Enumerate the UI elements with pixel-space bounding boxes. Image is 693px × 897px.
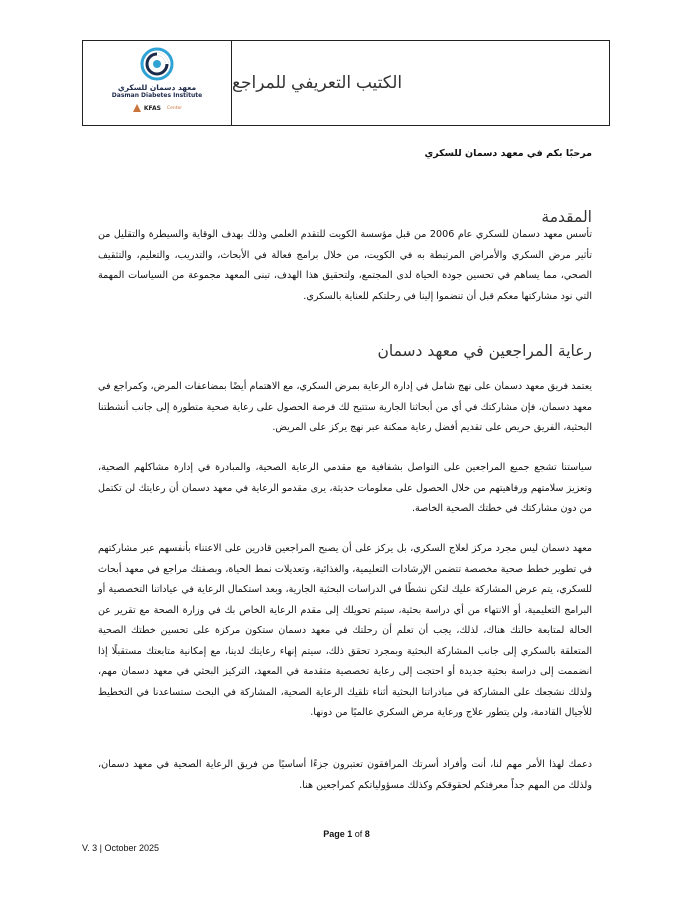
document-title: الكتيب التعريفي للمراجع [232, 73, 403, 92]
welcome-line: مرحبًا بكم في معهد دسمان للسكري [424, 148, 592, 159]
care-text-4: دعمك لهذا الأمر مهم لنا، أنت وأفراد أسرتك المرافقون تعتبرون جزءًا أساسيًا من فريق الرعاية الصحية في معهد دسمان، ولذلك من المهم جداً معرفتكم لحقوقكم وكذلك مسؤولياتكم كمراجعين هنا. [98, 759, 592, 791]
logo-name-english: Dasman Diabetes Institute [111, 92, 203, 99]
care-paragraph-1 [98, 377, 592, 439]
kfas-center-label: Center [166, 105, 183, 111]
page-word: Page [323, 829, 345, 839]
document-header [82, 40, 610, 126]
logo-name-arabic: معهد دسمان للسكري [117, 83, 197, 92]
care-paragraph-2 [98, 458, 592, 520]
version-label: V. 3 | October 2025 [82, 843, 160, 853]
care-heading: رعاية المراجعين في معهد دسمان [377, 342, 592, 360]
partner-logos [132, 103, 182, 113]
page-total: 8 [364, 829, 370, 839]
kfas-label: KFAS [143, 104, 161, 112]
logo-block [83, 41, 231, 125]
intro-heading: المقدمة [541, 208, 592, 226]
care-paragraph-3 [98, 539, 592, 724]
care-text-2: سياستنا تشجع جميع المراجعين على التواصل بشفافية مع مقدمي الرعاية الصحية، والمبادرة في إدارة مشاكلهم الصحية، وتعزيز سلامتهم ورفاهيتهم من خلال الحصول على معلومات حديثة، يرى مقدمو الرعاية في معهد دسمان أن رعايتك لن تكتمل من دون مشاركتك في خطتك الصحية الخاصة. [98, 462, 592, 514]
kfas-icon [132, 103, 142, 113]
title-cell [231, 41, 609, 125]
care-paragraph-4 [98, 755, 592, 796]
page-current: 1 [347, 829, 353, 839]
page-number [0, 829, 693, 839]
institute-logo-icon [140, 47, 174, 81]
page-of: of [354, 829, 363, 839]
care-text-3: معهد دسمان ليس مجرد مركز لعلاج السكري، بل يركز على أن يصبح المراجعين قادرين على الاعتناء بأنفسهم عبر مشاركتهم في تطوير خطط صحية مخصصة تتضمن الإرشادات التعليمية، والغذائية، وتعديلات نمط الحياة، وبصفتك مراجع في معهد أبحاث للسكري، يتم عرض المشاركة عليك لتكن نشطًا في الدراسات البحثية الجارية، وبعد استكمال الرعاية في عياداتنا التخصصية أو البرامج التعليمية، أو الانتهاء من أي دراسة بحثية، سيتم تحويلك إلى مقدم الرعاية الخاص بك في وزارة الصحة مع تقرير عن الحالة لمتابعة حالتك هناك، لذلك، يجب أن تعلم أن رحلتك في معهد دسمان ستكون مركزة على تحسين خطتك الصحية المتعلقة بالسكري إلى جانب المشاركة البحثية وبمجرد تحقق ذلك، سيتم إنهاء رعايتك لدينا، مع إمكانية متابعتك مستقبلًا إذا انضممت إلى دراسة بحثية جديدة أو احتجت إلى رعاية تخصصية متقدمة في المعهد، التركيز البحثي في معهد دسمان مهم، ولذلك نشجعك على المشاركة في مبادراتنا البحثية أثناء تلقيك الرعاية الصحية، المشاركة في البحث ستساعدنا في التخطيط للأجيال القادمة، ولن يتطور علاج ورعاية مرض السكري عالميًا من دونها. [98, 543, 592, 718]
intro-paragraph [98, 225, 592, 307]
care-text-1: يعتمد فريق معهد دسمان على نهج شامل في إدارة الرعاية بمرض السكري، مع الاهتمام أيضًا بمضاعفات المرض، وكمراجع في معهد دسمان، فإن مشاركتك في أي من أبحاثنا الجارية ستتيح لك فرصة الحصول على رعاية صحية متطورة إلى جانب أنشطتنا البحثية، الفريق حريص على تقديم أفضل رعاية ممكنة عبر نهج يركز على المريض. [98, 381, 592, 433]
intro-text: تأسس معهد دسمان للسكري عام 2006 من قبل مؤسسة الكويت للتقدم العلمي وذلك بهدف الوقاية والسيطرة والتقليل من تأثير مرض السكري والأمراض المرتبطة به في الكويت، من خلال برامج فعالة في الأبحاث، والتدريب، والتعليم، والتثقيف الصحي، مما يساهم في تحسين جودة الحياة لدى المجتمع، ولتحقيق هذا الهدف، تبنى المعهد مجموعة من السياسات المهمة التي نود مشاركتها معكم قبل أن تنضموا إلينا في رحلتكم للعناية بالسكري. [98, 229, 592, 302]
kfas-logo [132, 103, 161, 113]
